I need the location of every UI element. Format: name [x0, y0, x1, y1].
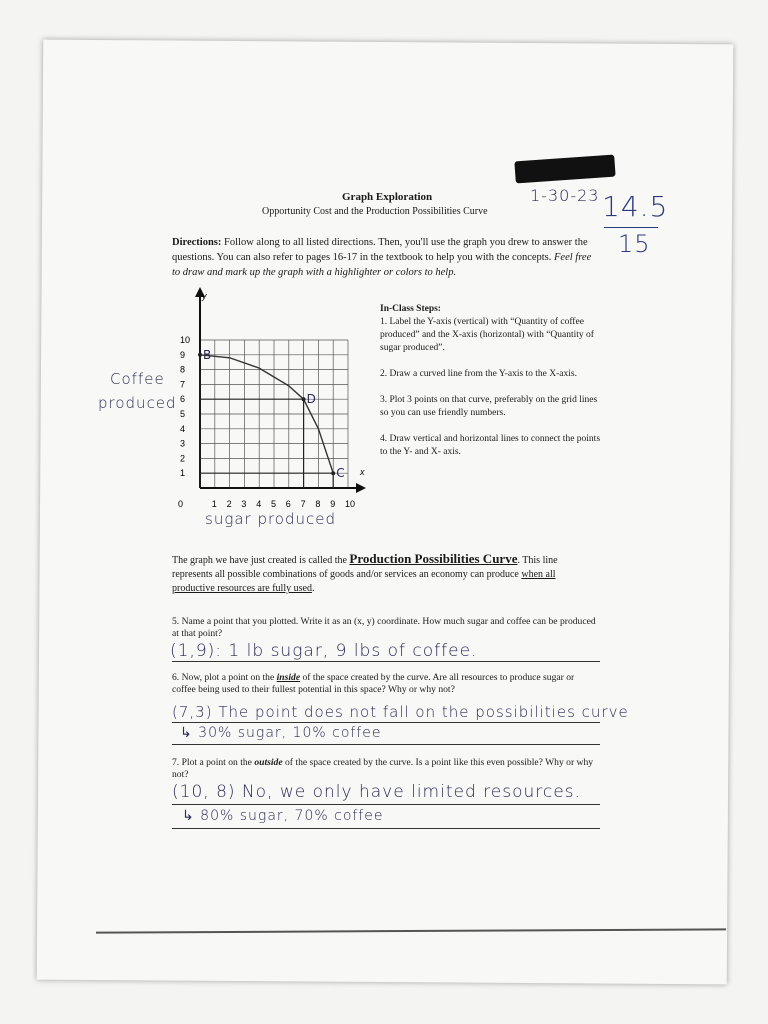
definition-pre: The graph we have just created is called the: [172, 555, 350, 566]
y-tick-label: 7: [180, 379, 186, 390]
point-label: D: [306, 392, 316, 407]
answer-line: [172, 722, 600, 723]
x-axis-letter: x: [360, 467, 365, 477]
step-1: 1. Label the Y-axis (vertical) with “Quantity of coffee produced” and the X-axis (horizontal) with “Quantity of sugar produced”.: [380, 317, 594, 353]
answer-line: [172, 744, 600, 745]
y-tick-label: 1: [180, 468, 186, 479]
question-7: [172, 757, 600, 781]
y-tick-label: 3: [180, 438, 186, 449]
answer-7-line1: (10, 8) No, we only have limited resources.: [172, 782, 581, 802]
page-title: Graph Exploration: [342, 191, 433, 203]
plotted-point: [331, 471, 335, 475]
plotted-point: [302, 397, 306, 401]
answer-6-line2: ↳ 30% sugar, 10% coffee: [180, 725, 382, 741]
x-tick-label: 4: [256, 499, 262, 509]
x-tick-label: 1: [211, 499, 217, 509]
y-tick-label: 2: [180, 453, 186, 464]
graph-grid: [200, 340, 348, 488]
step-4: 4. Draw vertical and horizontal lines to connect the points to the Y- and X- axis.: [380, 434, 601, 457]
answer-line: [172, 828, 600, 829]
page-subtitle: Opportunity Cost and the Production Possibilities Curve: [262, 206, 488, 217]
q7-pre: 7. Plot a point on the: [172, 757, 255, 768]
x-tick-label: 5: [271, 499, 277, 509]
origin-label: 0: [178, 499, 184, 509]
x-axis-arrow: [356, 483, 366, 493]
q7-rest: of the space created by the curve. Is a point like this even possible? Why or why not?: [172, 757, 594, 780]
x-tick-label: 3: [241, 499, 247, 509]
answer-6-line1: (7,3) The point does not fall on the possibilities curve: [172, 703, 629, 721]
y-tick-label: 8: [180, 364, 186, 375]
ppc-definition: [172, 552, 600, 596]
connector-lines: [200, 355, 333, 488]
y-tick-label: 9: [180, 349, 186, 360]
q6-pre: 6. Now, plot a point on the: [172, 672, 277, 683]
answer-line: [172, 661, 600, 662]
handwritten-date: 1-30-23: [530, 186, 600, 205]
definition-underlined: when all productive resources are fully used: [172, 569, 556, 594]
answer-7-line2: ↳ 80% sugar, 70% coffee: [182, 808, 384, 824]
q7-emphasis: outside: [254, 757, 283, 768]
y-tick-label: 5: [180, 409, 186, 419]
y-axis-letter: y: [202, 291, 207, 301]
question-5: 5. Name a point that you plotted. Write it as an (x, y) coordinate. How much sugar and coffee can be produced at that point?: [172, 616, 596, 639]
x-tick-label: 9: [330, 499, 336, 509]
answer-line: [172, 804, 600, 805]
definition-post: . This line represents all possible combinations of goods and/or services an economy can produce: [172, 555, 558, 580]
x-tick-label: 7: [300, 499, 306, 509]
in-class-steps: [380, 303, 602, 459]
directions-label: Directions:: [172, 237, 222, 248]
point-label: B: [203, 347, 212, 362]
x-axis-label: sugar produced: [205, 510, 337, 528]
y-tick-label: 10: [180, 335, 191, 345]
step-2: 2. Draw a curved line from the Y-axis to the X-axis.: [380, 369, 577, 379]
directions-italic: Feel free to draw and mark up the graph with a highlighter or colors to help.: [172, 252, 592, 278]
y-tick-label: 6: [180, 394, 186, 405]
x-tick-label: 6: [285, 499, 291, 509]
y-tick-label: 4: [180, 423, 186, 434]
step-3: 3. Plot 3 points on that curve, preferably on the grid lines so you can use friendly numbers.: [380, 395, 598, 418]
q6-emphasis: inside: [276, 672, 301, 683]
definition-end: .: [311, 583, 315, 594]
x-tick-label: 8: [315, 499, 321, 509]
x-tick-label: 2: [226, 499, 232, 509]
question-6: [172, 672, 600, 696]
plotted-point: [198, 353, 202, 357]
y-axis-label-line2: produced: [98, 394, 177, 412]
q6-rest: of the space created by the curve. Are all resources to produce sugar or coffee being used to their fullest potential in this space? Why or why not?: [172, 672, 575, 695]
directions-block: [172, 235, 602, 280]
score-bottom: 15: [618, 230, 651, 258]
graph-axes: [195, 287, 366, 493]
definition-term: Production Possibilities Curve: [349, 551, 518, 566]
y-axis-label-line1: Coffee: [110, 370, 165, 388]
point-label: C: [336, 466, 345, 481]
steps-heading: In-Class Steps:: [380, 304, 441, 314]
score-line: [604, 227, 658, 228]
score-top: 14.5: [602, 190, 669, 223]
answer-5: (1,9): 1 lb sugar, 9 lbs of coffee.: [170, 641, 478, 661]
x-tick-label: 10: [345, 499, 356, 509]
directions-text: Follow along to all listed directions. Then, you'll use the graph you drew to answer the questions. You can also refer to pages 16-17 in the textbook to help you with the concepts.: [172, 237, 588, 263]
